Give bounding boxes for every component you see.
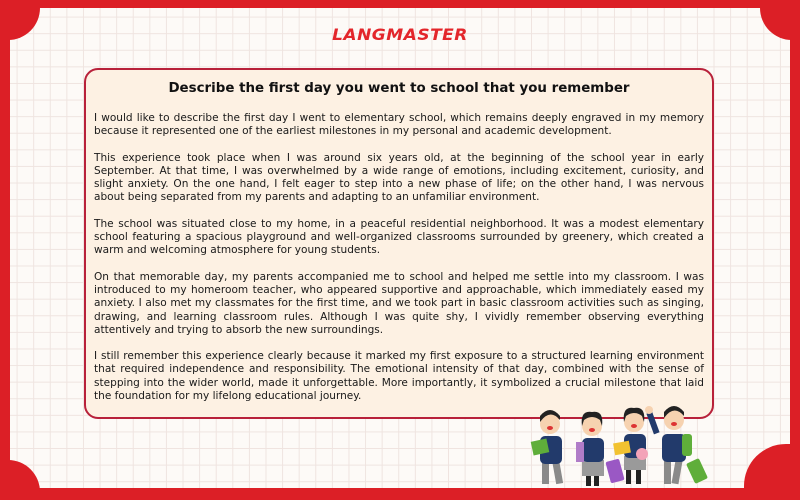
article-body — [94, 112, 704, 416]
frame-top-border — [0, 0, 800, 8]
paragraph: This experience took place when I was around six years old, at the beginning of the school year in early September. At that time, I was overwhelmed by a wide range of emotions, including excitement, curiosity, and slight anxiety. On the one hand, I felt eager to step into a new phase of life; on the other hand, I was nervous about being separated from my parents and adapting to an unfamiliar environment. — [94, 151, 704, 204]
student-boy-2-icon — [645, 406, 708, 484]
article-card — [84, 68, 714, 419]
article-title: Describe the first day you went to school that you remember — [168, 81, 630, 96]
frame-corner-bottom-left — [0, 460, 40, 500]
brand-logo: LANGMASTER — [332, 25, 468, 45]
frame-corner-bottom-right — [744, 444, 800, 500]
paragraph: The school was situated close to my home, in a peaceful residential neighborhood. It was a modest elementary school featuring a spacious playground and well-organized classrooms surrounded by greenery, which created a warm and welcoming atmosphere for young students. — [94, 217, 704, 257]
paragraph: I still remember this experience clearly because it marked my first exposure to a structured learning environment that required independence and responsibility. The emotional intensity of that day, combined with the sense of stepping into the wider world, made it unforgettable. More importantly, it symbolized a crucial milestone that laid the foundation for my lifelong educational journey. — [94, 350, 704, 403]
frame-left-border — [0, 0, 10, 500]
frame-right-border — [790, 0, 800, 500]
students-walking-icon — [528, 398, 708, 490]
paragraph: On that memorable day, my parents accompanied me to school and helped me settle into my classroom. I was introduced to my homeroom teacher, who appeared supportive and approachable, which immediately eased my anxiety. I also met my classmates for the first time, and we took part in basic classroom activities such as singing, drawing, and learning classroom rules. Although I was quite shy, I vividly remember observing everything attentively and trying to absorb the new surroundings. — [94, 270, 704, 336]
paragraph: I would like to describe the first day I went to elementary school, which remains deeply engraved in my memory because it represented one of the earliest milestones in my personal and academic development. — [94, 112, 704, 138]
student-boy-1-icon — [531, 410, 563, 484]
